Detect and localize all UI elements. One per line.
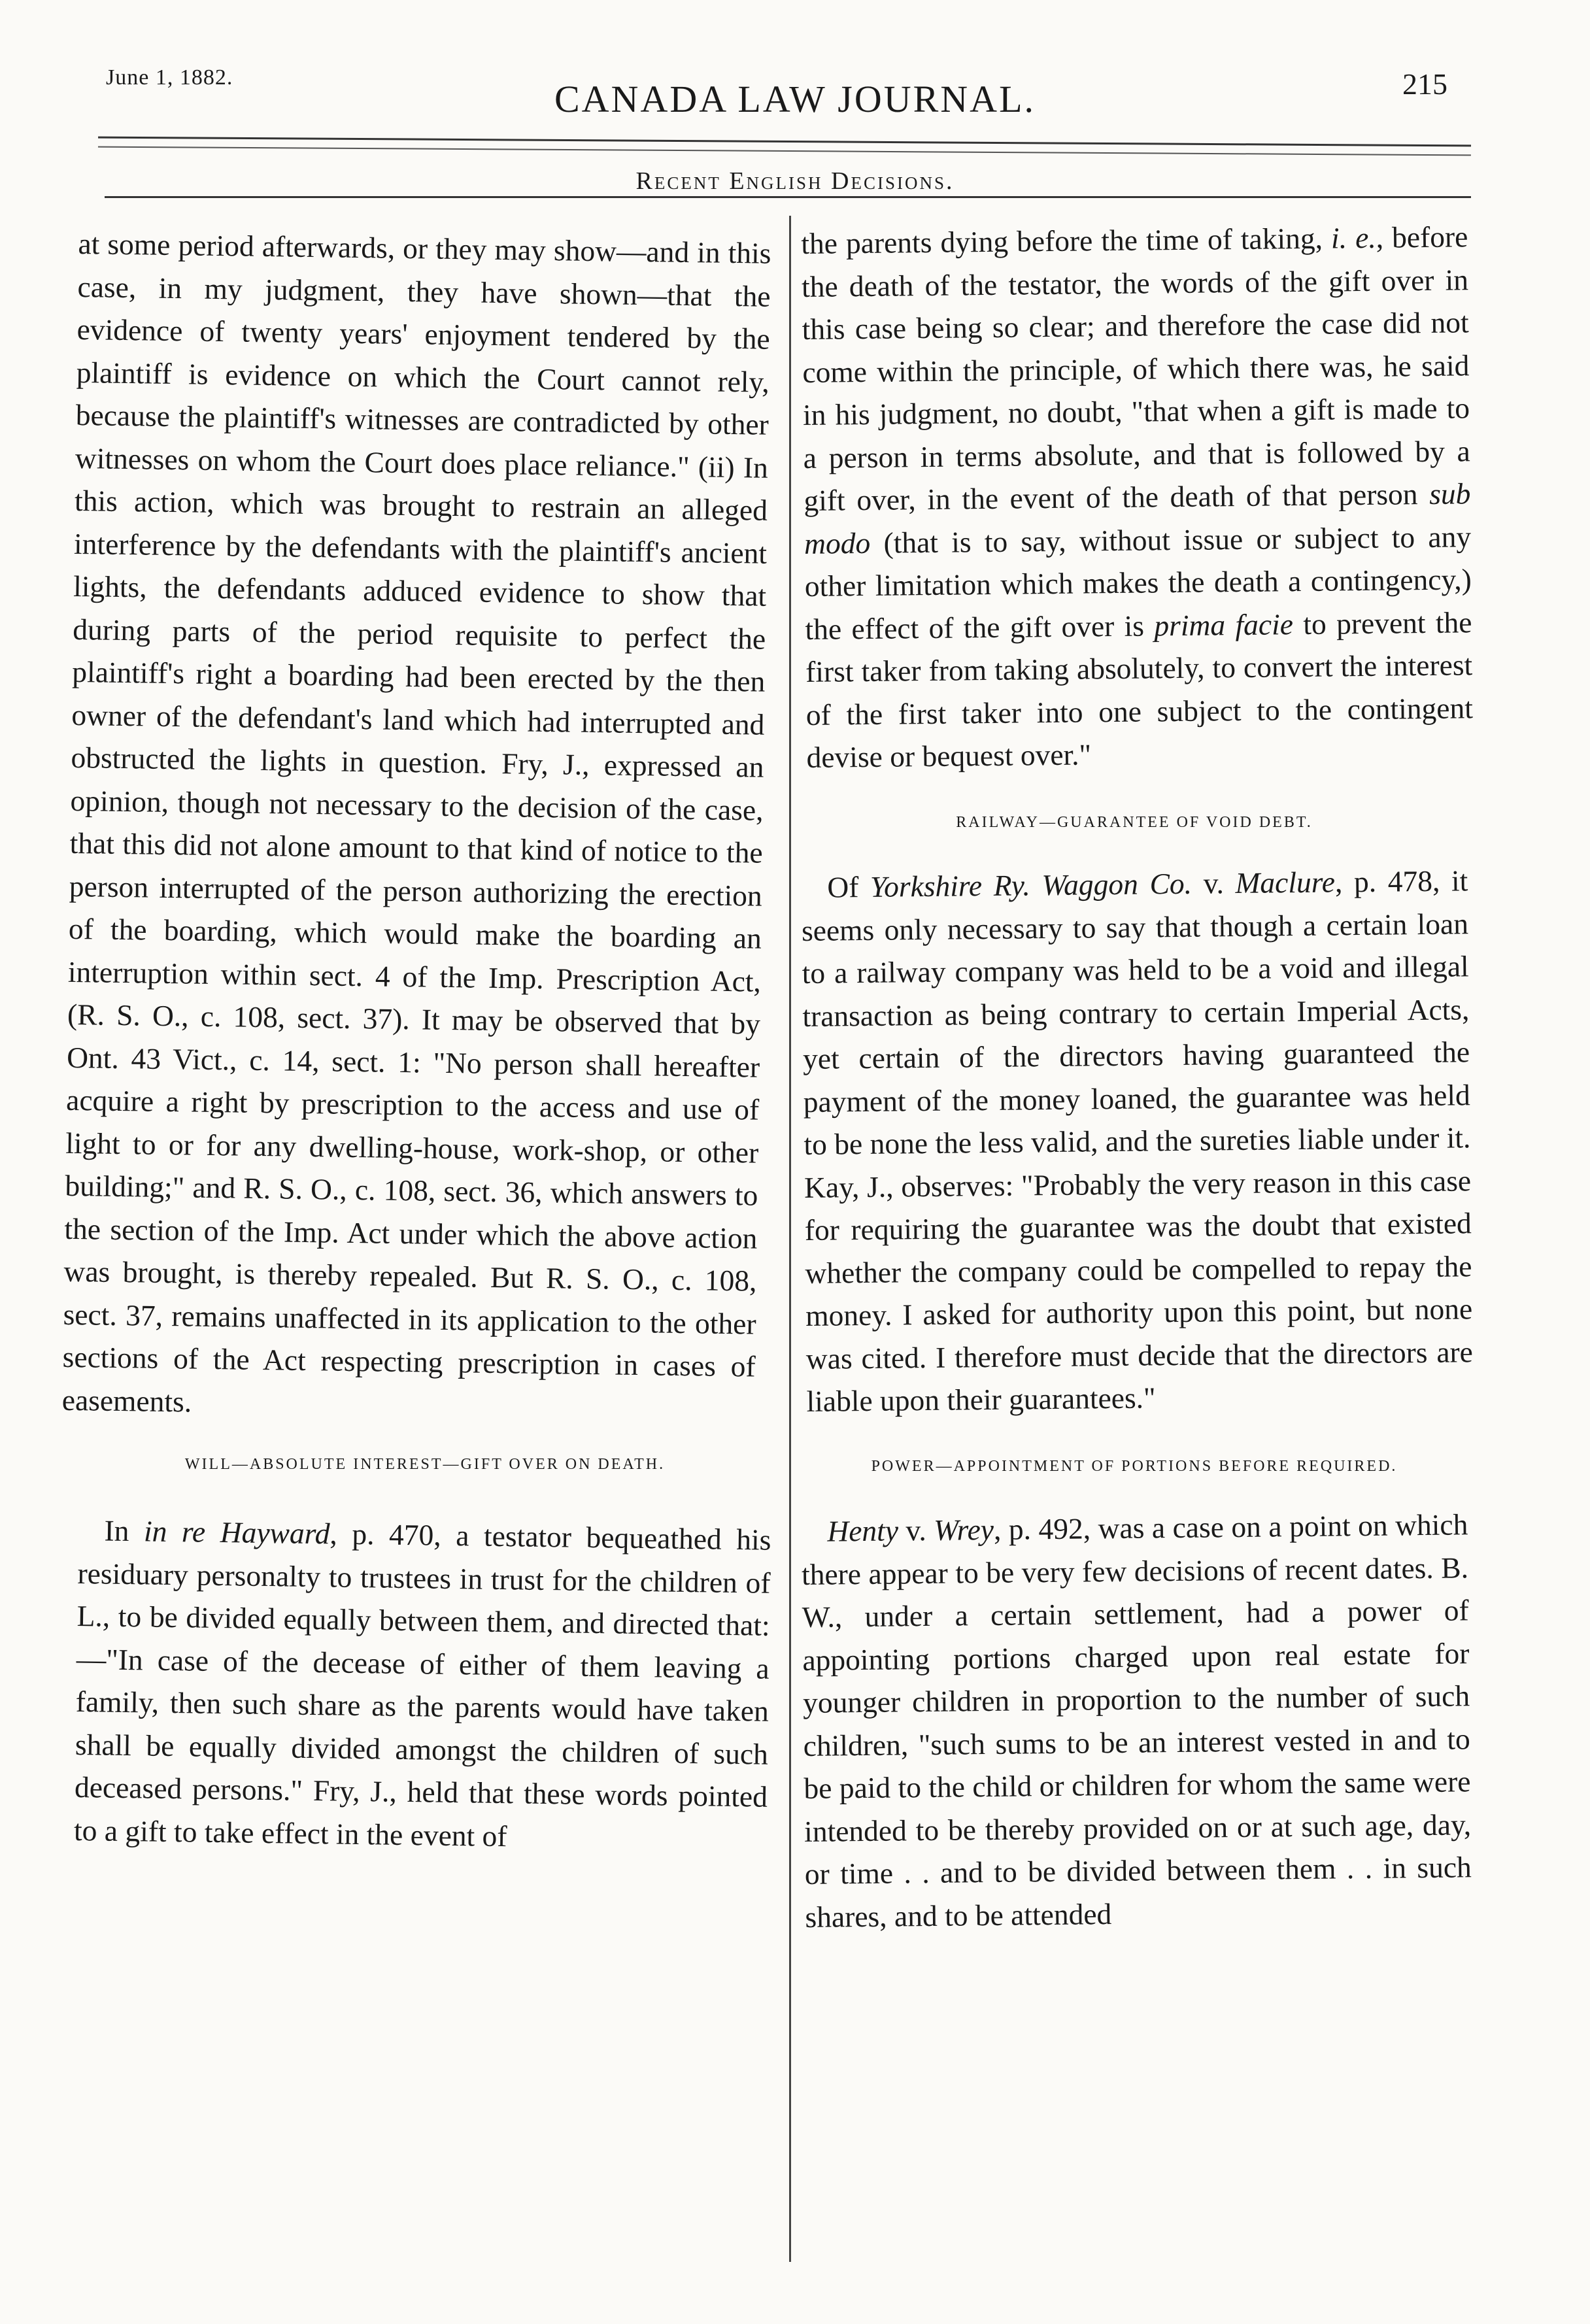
column-divider [789,216,791,2262]
case-name-2: Wrey [933,1512,994,1547]
left-column [61,222,771,1853]
text-prefix: In [104,1513,129,1547]
case-name: Yorkshire Ry. Waggon Co. [870,866,1192,903]
case-name: in re Hayward [143,1513,330,1550]
text-body: , p. 492, was a case on a point on which there appear to be very few decisions of recent dates. B. W., under a certain settlement, had a power of appointing portions charged upon real estate for younger children in proportion to the number of such children, "such sums to be an interest vested in and to be paid to the child or children for whom the same were intended to be thereby provided on or at such age, day, or time . . and to be divided between them . . in such shares, and to be attended [801,1507,1472,1934]
running-date: June 1, 1882. [106,65,233,90]
text-body: (that is to say, without issue or subject to any other limitation which makes the death a contingency,) the effect of the gift over is [804,519,1472,646]
section-title: Recent English Decisions. [635,167,955,195]
italic-ie: i. e. [1330,220,1376,255]
text-body: to prevent the first taker from taking absolutely, to convert the interest of the first taker into one subject to the contingent devise or bequest over." [805,605,1474,774]
italic-sub-modo: sub modo [803,477,1471,560]
text-body: , before the death of the testator, the words of the gift over in this case being so clear; and therefore the case did not come within the principle, of which there was, he said in his judgment, no doubt, "that when a gift is made to a person in terms absolute, and that is followed by a gift over, in the event of the death of that person [801,220,1470,517]
right-column [801,220,1474,1938]
subheading-railway-guarantee: RAILWAY—GUARANTEE OF VOID DEBT. [956,813,1313,831]
paragraph-ancient-lights: at some period afterwards, or they may show—and in this case, in my judgment, they have shown—that the evidence of twenty years' enjoyment tendered by the plaintiff is evidence on which the Court cannot rely, because the plaintiff's witnesses are contradicted by other witnesses on whom the Court does place reliance." (ii) In this action, which was brought to restrain an alleged interference by the defendants with the plaintiff's ancient lights, the defendants adduced evidence to show that during parts of the period requisite to perfect the plaintiff's right a boarding had been erected by the then owner of the defendant's land which had interrupted and obstructed the lights in question. Fry, J., expressed an opinion, though not necessary to the decision of the case, that this did not alone amount to that kind of notice to the person interrupted of the person authorizing the erection of the boarding, which would make the boarding an interruption within sect. 4 of the Imp. Prescription Act, (R. S. O., c. 108, sect. 37). It may be observed that by Ont. 43 Vict., c. 14, sect. 1: "No person shall hereafter acquire a right by prescription to the access and use of light to or for any dwelling-house, work-shop, or other building;" and R. S. O., c. 108, sect. 36, which answers to the section of the Imp. Act under which the above action was brought, is thereby repealed. But R. S. O., c. 108, sect. 37, remains unaffected in its application to the other sections of the Act respecting prescription in cases of easements. [61,226,771,1419]
case-versus: v. [1203,866,1225,900]
case-name-2: Maclure [1235,865,1336,900]
italic-prima-facie: prima facie [1154,607,1294,642]
text-body: the parents dying before the time of taking, [801,221,1323,260]
journal-title: CANADA LAW JOURNAL. [554,78,1036,120]
paragraph-henty-wrey [801,1503,1472,1938]
paragraph-gift-over [801,215,1474,779]
text-prefix: Of [827,870,859,904]
case-versus: v. [905,1513,926,1547]
text-body: , p. 470, a testator bequeathed his residuary personalty to trustees in trust for the children of L., to be divided equally between them, and directed that:—"In case of the decease of either of them leaving a family, then such share as the parents would have taken shall be equally divided amongst the children of such deceased persons." Fry, J., held that these words pointed to a gift to take effect in the event of [73,1516,771,1853]
header-rule [98,137,1471,156]
subheading-will-absolute-interest: WILL—ABSOLUTE INTEREST—GIFT OVER ON DEATH. [184,1456,666,1473]
text-body: , p. 478, it seems only necessary to say that though a certain loan to a railway company was held to be a void and illegal transaction as being contrary to certain Imperial Acts, yet certain of the directors having guaranteed the payment of the money loaned, the guarantee was held to be none the less valid, and the sureties liable under it. Kay, J., observes: "Probably the very reason in this case for requiring the guarantee was the doubt that existed whether the company could be compelled to repay the money. I asked for authority upon this point, but none was cited. I therefore must decide that the directors are liable upon their guarantees." [801,864,1474,1418]
section-rule [105,196,1471,198]
page-number: 215 [1402,67,1447,101]
subheading-power-appointment: POWER—APPOINTMENT OF PORTIONS BEFORE REQUIRED. [871,1457,1398,1475]
case-name: Henty [827,1513,899,1548]
paragraph-yorkshire-waggon [801,859,1474,1423]
paragraph-in-re-hayward [74,1509,771,1861]
